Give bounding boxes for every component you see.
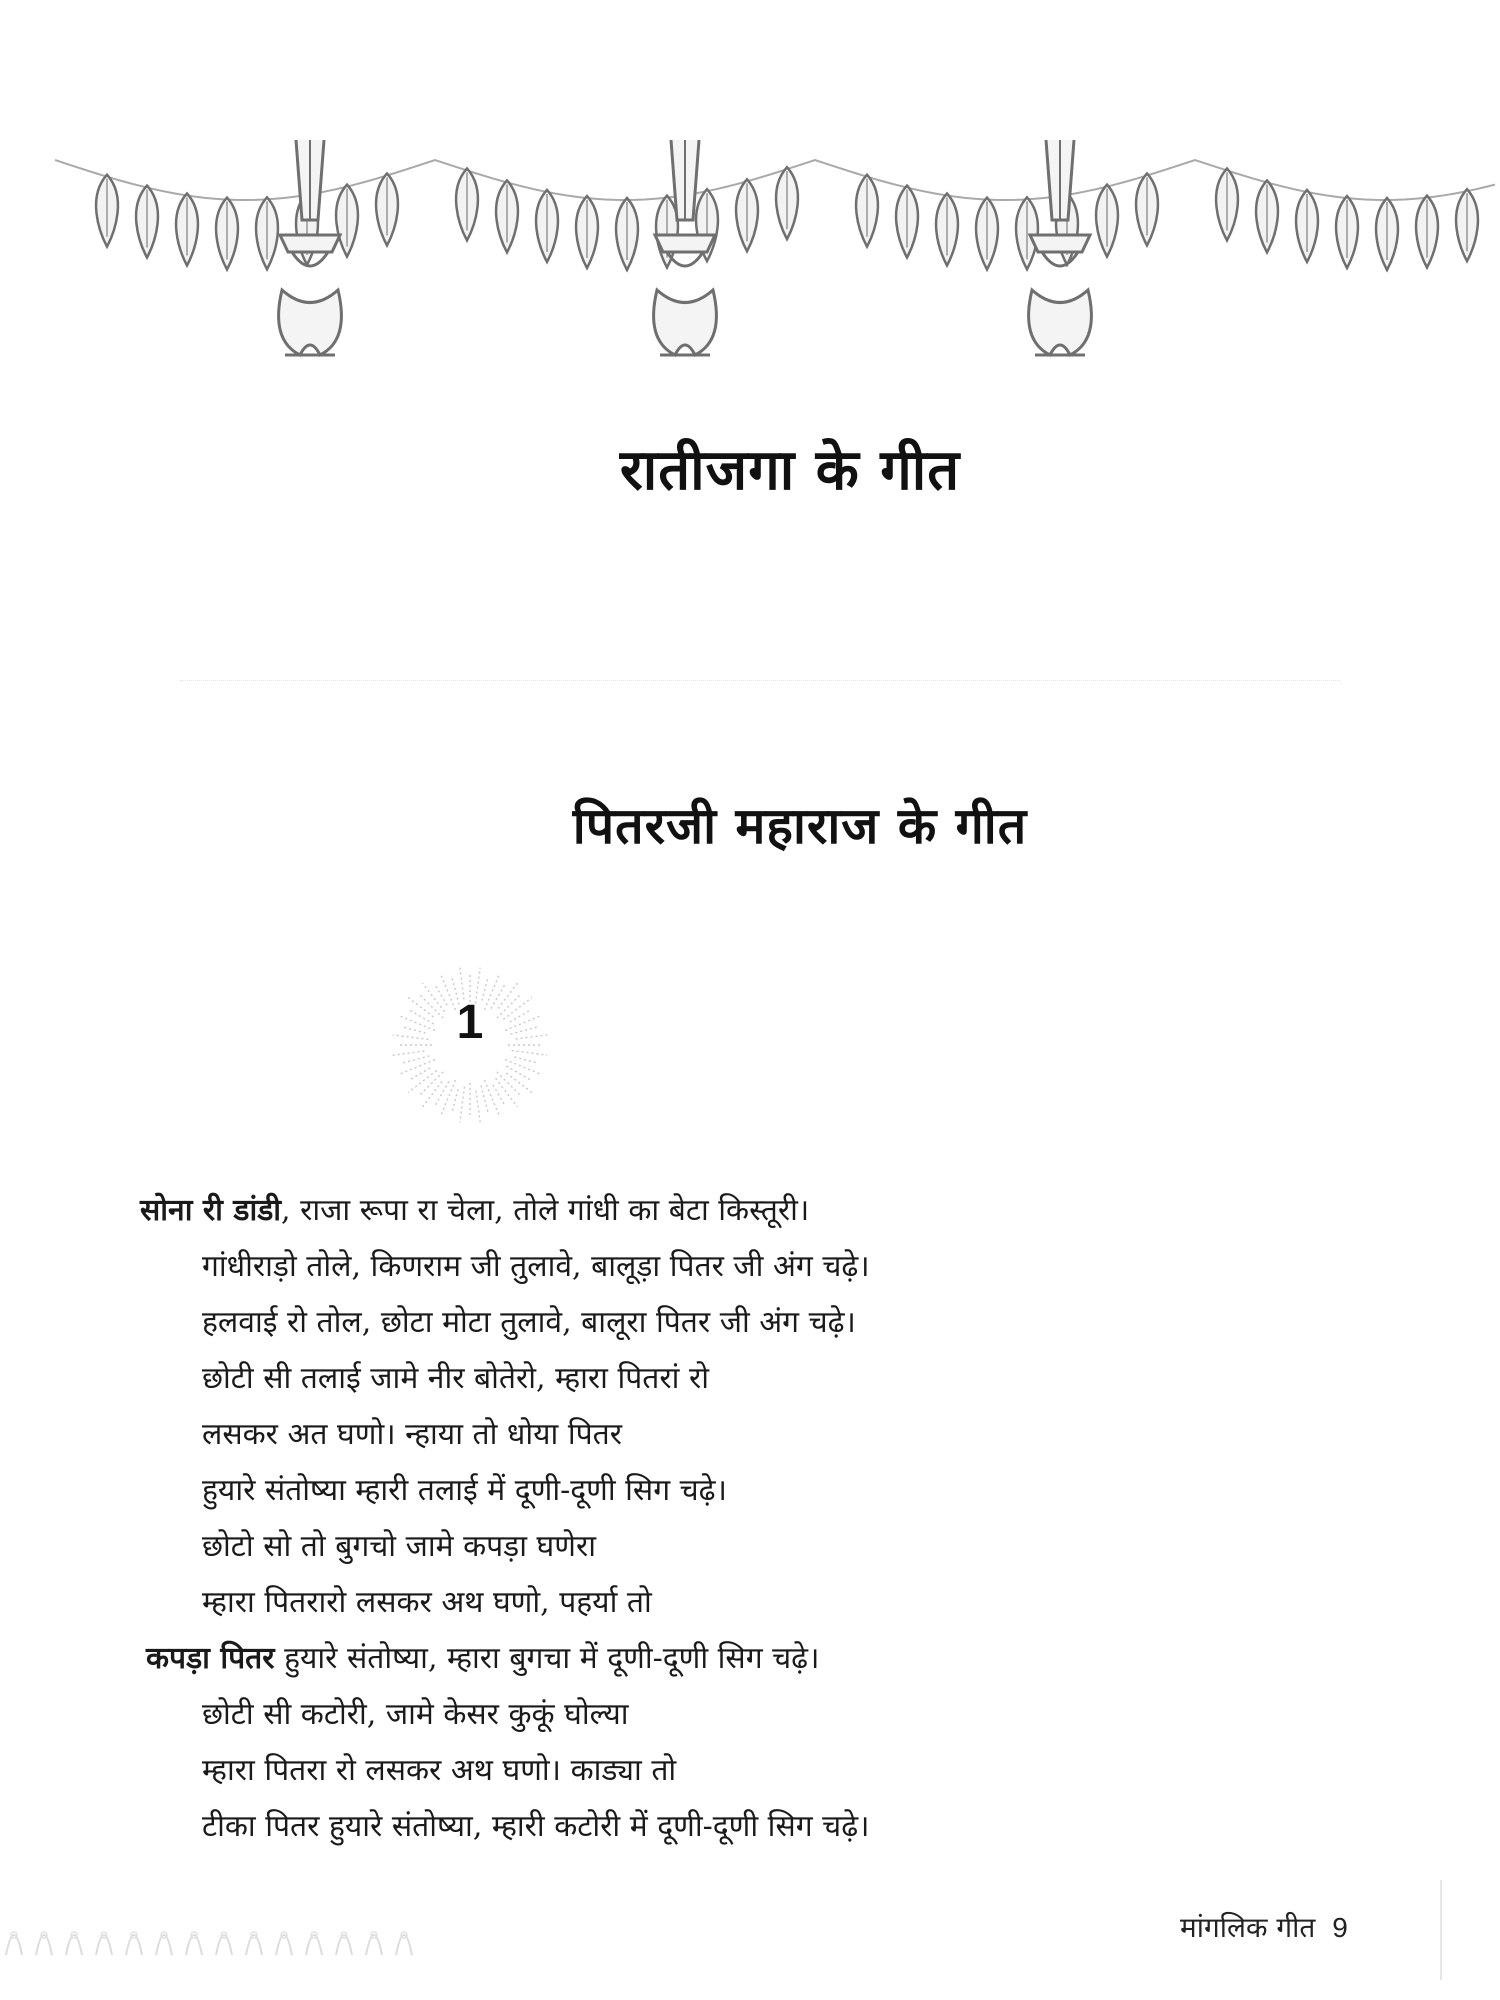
lyric-text: म्हारा पितरा रो लसकर अथ घणो। काड्या तो xyxy=(202,1753,677,1788)
lyric-text: , राजा रूपा रा चेला, तोले गांधी का बेटा किस्तूरी। xyxy=(281,1193,810,1228)
lyric-text: छोटो सो तो बुगचो जामे कपड़ा घणेरा xyxy=(202,1529,596,1564)
page-footer xyxy=(1180,1908,1400,1946)
lyric-line xyxy=(202,1412,622,1453)
lyric-bold-lead: कपड़ा पितर xyxy=(146,1641,275,1676)
lyric-line xyxy=(202,1244,870,1285)
lyric-line xyxy=(140,1188,809,1229)
lyric-line xyxy=(202,1804,869,1845)
main-title: रातीजगा के गीत xyxy=(619,438,961,503)
lyric-text: हुयारे संतोष्या म्हारी तलाई में दूणी-दूणी सिग चढ़े। xyxy=(202,1473,727,1508)
lyric-line xyxy=(146,1636,819,1677)
lyric-text: म्हारा पितरारो लसकर अथ घणो, पहर्या तो xyxy=(202,1585,652,1620)
lyric-text: टीका पितर हुयारे संतोष्या, म्हारी कटोरी में दूणी-दूणी सिग चढ़े। xyxy=(202,1809,870,1844)
lyric-line xyxy=(202,1468,727,1509)
lyric-text: छोटी सी कटोरी, जामे केसर कुकूं घोल्या xyxy=(202,1697,629,1732)
lyric-text: हुयारे संतोष्या, म्हारा बुगचा में दूणी-दूणी सिग चढ़े। xyxy=(274,1641,820,1676)
lyric-line xyxy=(202,1300,856,1341)
lyric-text: छोटी सी तलाई जामे नीर बोतेरो, म्हारा पितरां रो xyxy=(202,1361,709,1396)
margin-rule xyxy=(1440,1880,1442,1980)
lyric-line xyxy=(202,1524,596,1565)
lyric-line xyxy=(202,1356,709,1397)
lyric-text: लसकर अत घणो। न्हाया तो धोया पितर xyxy=(202,1417,623,1452)
footer-label: मांगलिक गीत xyxy=(1180,1911,1316,1944)
lyric-line xyxy=(202,1748,676,1789)
lyric-line xyxy=(202,1580,652,1621)
divider xyxy=(180,680,1340,681)
lyric-text: गांधीराड़ो तोले, किणराम जी तुलावे, बालूड़ा पितर जी अंग चढ़े। xyxy=(202,1249,870,1284)
border-pattern xyxy=(0,1905,420,1965)
song-number: 1 xyxy=(456,996,484,1049)
section-title: पितरजी महाराज के गीत xyxy=(572,797,1028,855)
toran-garland-icon xyxy=(55,140,1495,410)
lyric-bold-lead: सोना री डांडी xyxy=(140,1193,282,1228)
lyric-line xyxy=(202,1692,628,1733)
page-number: 9 xyxy=(1332,1912,1348,1943)
lyric-text: हलवाई रो तोल, छोटा मोटा तुलावे, बालूरा पितर जी अंग चढ़े। xyxy=(202,1305,856,1340)
